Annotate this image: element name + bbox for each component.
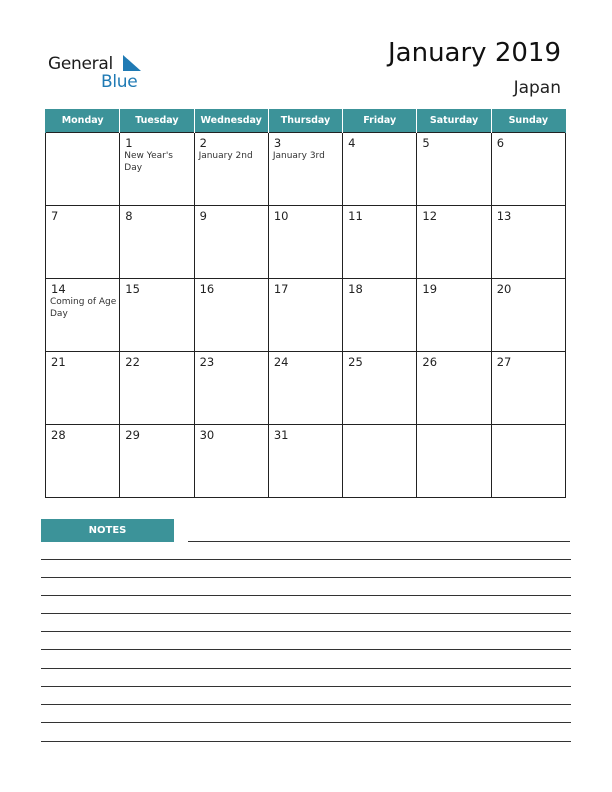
day-cell [417,352,491,425]
day-number: 14 [51,282,66,296]
day-number: 19 [422,282,438,296]
day-number: 9 [199,209,207,223]
weekday-header: Friday [343,109,417,133]
day-cell [46,279,120,352]
day-cell [343,352,417,425]
day-number: 30 [199,428,215,442]
weekday-header: Thursday [268,109,342,133]
day-cell [491,352,565,425]
day-number: 22 [125,355,140,369]
day-cell [417,133,491,206]
day-cell [417,279,491,352]
notes-line [41,668,571,669]
week-row [46,352,566,425]
day-number: 11 [348,209,363,223]
calendar-grid [45,109,566,498]
day-number: 5 [422,136,430,150]
generalblue-logo [48,52,148,92]
weekday-header: Monday [46,109,120,133]
day-cell [194,279,268,352]
notes-line [41,649,571,650]
notes-line [41,577,571,578]
day-cell [194,133,268,206]
holiday-label: Coming of Age Day [50,297,117,319]
day-number: 26 [422,355,438,369]
day-cell [120,425,194,498]
day-cell [417,425,491,498]
notes-line [41,631,571,632]
day-cell [268,352,342,425]
notes-line [188,541,570,542]
day-cell [491,133,565,206]
day-number: 27 [496,355,512,369]
day-number: 24 [273,355,289,369]
day-cell [46,352,120,425]
notes-line [41,559,571,560]
day-number: 4 [348,136,356,150]
day-cell [120,279,194,352]
day-number: 15 [125,282,140,296]
notes-line [41,595,571,596]
day-cell [120,206,194,279]
week-row [46,279,566,352]
day-number: 6 [496,136,505,150]
day-cell [491,279,565,352]
notes-line [41,686,571,687]
weekday-header: Saturday [417,109,491,133]
day-cell [194,206,268,279]
logo-blue-text: Blue [101,72,138,92]
day-cell [268,133,342,206]
day-number: 13 [496,209,512,223]
day-number: 28 [51,428,66,442]
day-number: 8 [125,209,133,223]
country-name: Japan [513,78,561,98]
day-number: 7 [51,209,59,223]
notes-line [41,613,571,614]
day-number: 12 [422,209,438,223]
day-cell [343,206,417,279]
day-number: 29 [125,428,140,442]
holiday-label: New Year's Day [124,151,173,173]
holiday-label: January 3rd [272,151,325,161]
day-cell [120,352,194,425]
day-number: 23 [199,355,215,369]
day-cell [268,206,342,279]
notes-label: NOTES [41,519,174,542]
day-number: 2 [199,136,207,150]
day-cell [46,133,120,206]
weekday-header: Sunday [491,109,565,133]
logo-general-text: General [48,54,113,74]
week-row [46,206,566,279]
notes-line [41,722,571,723]
day-cell [194,425,268,498]
day-cell [491,425,565,498]
day-cell [194,352,268,425]
weekday-header: Tuesday [120,109,194,133]
weekday-header: Wednesday [194,109,268,133]
day-cell [268,279,342,352]
day-cell [268,425,342,498]
day-cell [491,206,565,279]
notes-line [41,741,571,742]
day-number: 16 [199,282,215,296]
day-number: 21 [51,355,66,369]
notes-line [41,704,571,705]
logo-triangle-icon [121,55,141,71]
day-number: 17 [273,282,289,296]
day-cell [46,425,120,498]
day-number: 10 [273,209,289,223]
page-title: January 2019 [388,38,561,68]
week-row [46,425,566,498]
day-number: 31 [273,428,289,442]
day-number: 20 [496,282,512,296]
day-cell [120,133,194,206]
holiday-label: January 2nd [198,151,253,161]
day-number: 3 [273,136,282,150]
weekday-header-row [46,109,566,133]
day-number: 25 [348,355,363,369]
day-cell [343,425,417,498]
day-cell [343,279,417,352]
day-cell [343,133,417,206]
week-row [46,133,566,206]
day-number: 18 [348,282,363,296]
day-number: 1 [125,136,133,150]
day-cell [46,206,120,279]
day-cell [417,206,491,279]
